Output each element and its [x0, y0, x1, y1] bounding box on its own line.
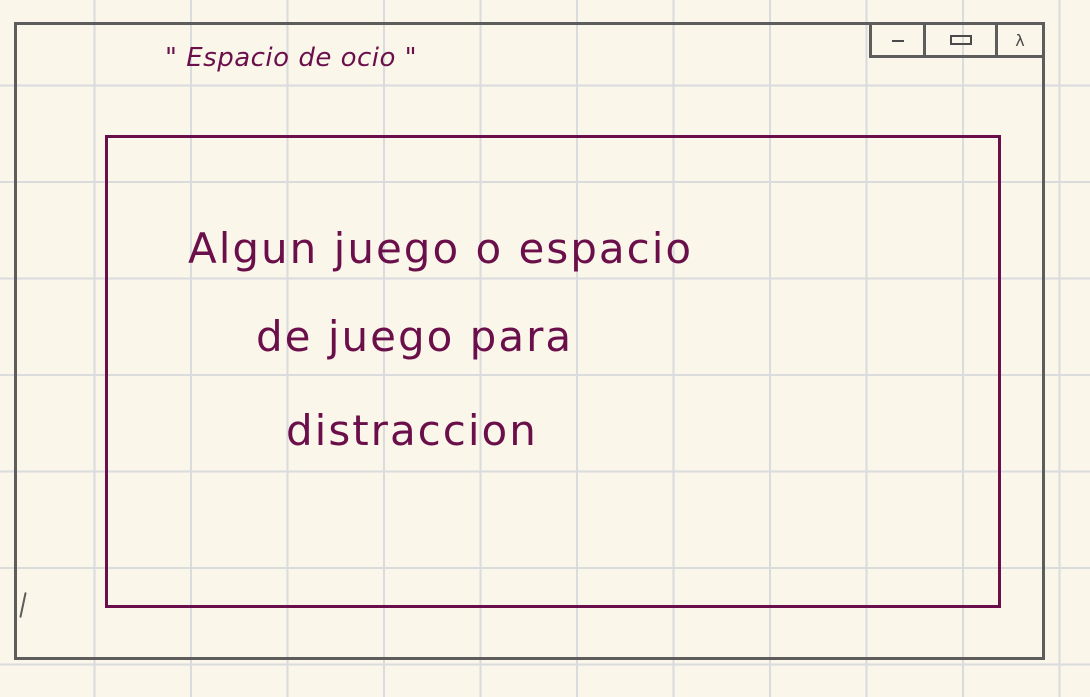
description-line-1: Algun juego o espacio [188, 224, 694, 273]
maximize-button[interactable] [926, 25, 998, 55]
maximize-icon [950, 35, 972, 45]
minimize-icon [892, 40, 904, 42]
description-line-2: de juego para [256, 312, 574, 361]
description-line-3: distraccion [286, 406, 538, 455]
window-controls [869, 22, 1045, 58]
close-button[interactable] [998, 25, 1042, 55]
window-title: " Espacio de ocio " [165, 43, 418, 73]
scroll-handle[interactable] [19, 592, 26, 618]
app-window [14, 22, 1045, 660]
close-icon: λ [1015, 30, 1025, 50]
game-space-panel[interactable] [105, 135, 1001, 608]
minimize-button[interactable] [872, 25, 926, 55]
